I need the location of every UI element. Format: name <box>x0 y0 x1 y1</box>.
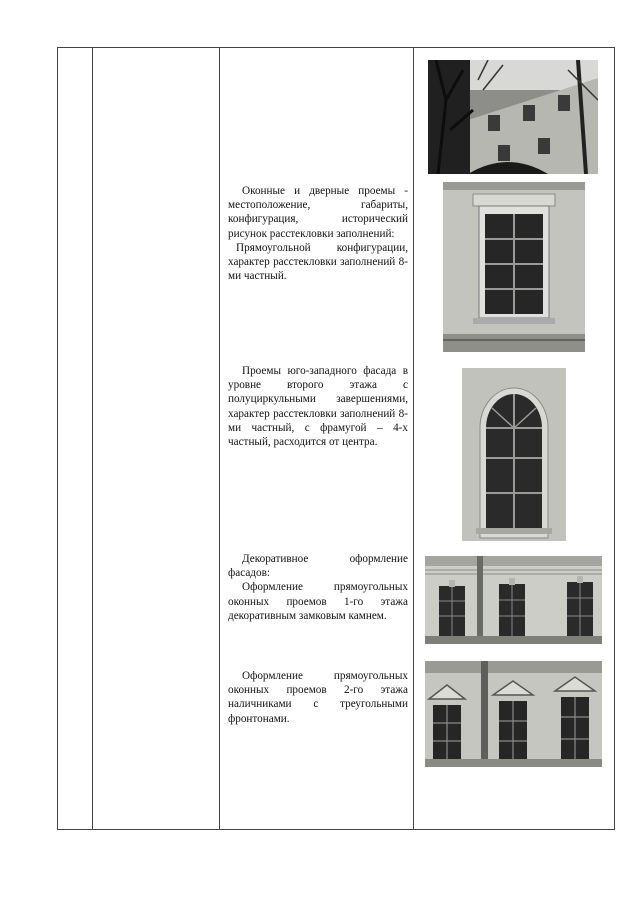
table-border-right <box>614 47 615 829</box>
paragraph-heading: Декоративное оформление фасадов: <box>228 553 408 580</box>
description-windows-doors <box>228 184 408 283</box>
description-arched-openings <box>228 364 408 449</box>
paragraph-text: Прямоугольной конфигурации, характер расстекловки заполнений 8-ми частный. <box>228 241 408 283</box>
first-floor-windows-keystone-photo <box>425 556 602 644</box>
paragraph-heading: Оконные и дверные проемы - местоположение, габариты, конфигурация, исторический рисунок расстекловки заполнений: <box>228 185 408 240</box>
paragraph-text: Оформление прямоугольных оконных проемов 2-го этажа наличниками с треугольными фронтонами. <box>228 670 408 725</box>
building-facade-trees-photo <box>428 60 598 174</box>
arched-window-photo <box>462 368 566 541</box>
paragraph-text: Оформление прямоугольных оконных проемов 1-го этажа декоративным замковым камнем. <box>228 581 408 622</box>
table-divider-1 <box>92 47 93 829</box>
description-decorative-keystone <box>228 552 408 623</box>
rectangular-window-photo <box>443 182 585 352</box>
paragraph-text: Проемы юго-западного фасада в уровне второго этажа с полуциркульными завершениями, характер расстекловки заполнений 8-ми частный, с фрамугой – 4-х частный, расходится от центра. <box>228 365 408 449</box>
table-divider-3 <box>413 47 414 829</box>
table-top-border <box>57 47 615 48</box>
second-floor-windows-pediments-photo <box>425 661 602 767</box>
table-divider-2 <box>219 47 220 829</box>
table-border-left <box>57 47 58 829</box>
description-pediments <box>228 669 408 726</box>
table-bottom-border <box>57 829 615 830</box>
